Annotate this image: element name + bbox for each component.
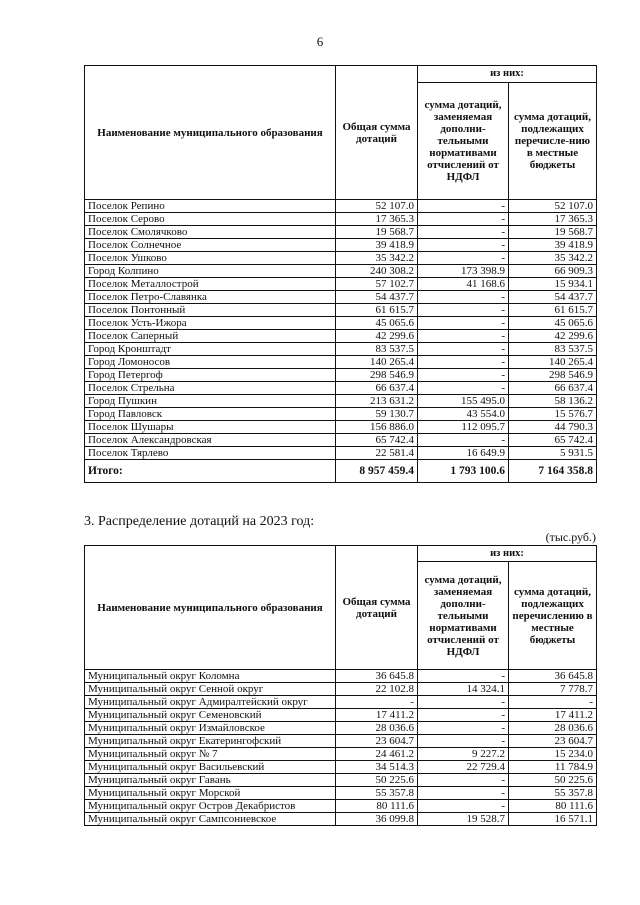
table-row bbox=[85, 226, 597, 239]
header-name: Наименование муниципального образования bbox=[85, 546, 336, 670]
cell-name: Поселок Репино bbox=[85, 200, 336, 213]
cell-replaced: 155 495.0 bbox=[418, 395, 509, 408]
cell-name: Поселок Серово bbox=[85, 213, 336, 226]
cell-name: Муниципальный округ Сампсониевское bbox=[85, 813, 336, 826]
cell-transfer: 19 568.7 bbox=[509, 226, 597, 239]
total-total: 8 957 459.4 bbox=[336, 460, 418, 483]
cell-name: Муниципальный округ Васильевский bbox=[85, 761, 336, 774]
cell-name: Поселок Ушково bbox=[85, 252, 336, 265]
cell-transfer: - bbox=[509, 696, 597, 709]
cell-name: Поселок Усть-Ижора bbox=[85, 317, 336, 330]
table-row bbox=[85, 774, 597, 787]
cell-replaced: - bbox=[418, 670, 509, 683]
table-row bbox=[85, 447, 597, 460]
cell-total: 35 342.2 bbox=[336, 252, 418, 265]
cell-name: Муниципальный округ Семеновский bbox=[85, 709, 336, 722]
cell-name: Поселок Понтонный bbox=[85, 304, 336, 317]
cell-total: 22 102.8 bbox=[336, 683, 418, 696]
table-row bbox=[85, 265, 597, 278]
cell-replaced: - bbox=[418, 304, 509, 317]
cell-transfer: 35 342.2 bbox=[509, 252, 597, 265]
cell-transfer: 39 418.9 bbox=[509, 239, 597, 252]
cell-replaced: - bbox=[418, 343, 509, 356]
cell-name: Муниципальный округ Измайловское bbox=[85, 722, 336, 735]
table-row bbox=[85, 239, 597, 252]
cell-total: 36 099.8 bbox=[336, 813, 418, 826]
cell-total: 59 130.7 bbox=[336, 408, 418, 421]
table-row bbox=[85, 291, 597, 304]
cell-name: Поселок Петро-Славянка bbox=[85, 291, 336, 304]
table-row bbox=[85, 408, 597, 421]
cell-transfer: 50 225.6 bbox=[509, 774, 597, 787]
cell-total: 42 299.6 bbox=[336, 330, 418, 343]
cell-transfer: 15 576.7 bbox=[509, 408, 597, 421]
cell-transfer: 66 909.3 bbox=[509, 265, 597, 278]
table2-body bbox=[85, 670, 597, 826]
cell-transfer: 140 265.4 bbox=[509, 356, 597, 369]
table-row bbox=[85, 813, 597, 826]
cell-name: Поселок Тярлево bbox=[85, 447, 336, 460]
cell-replaced: 41 168.6 bbox=[418, 278, 509, 291]
cell-transfer: 61 615.7 bbox=[509, 304, 597, 317]
table-row bbox=[85, 748, 597, 761]
cell-name: Город Колпино bbox=[85, 265, 336, 278]
total-row bbox=[85, 460, 597, 483]
cell-total: 140 265.4 bbox=[336, 356, 418, 369]
cell-total: 57 102.7 bbox=[336, 278, 418, 291]
cell-replaced: - bbox=[418, 291, 509, 304]
cell-name: Муниципальный округ Адмиралтейский округ bbox=[85, 696, 336, 709]
cell-transfer: 7 778.7 bbox=[509, 683, 597, 696]
cell-transfer: 45 065.6 bbox=[509, 317, 597, 330]
page-number: 6 bbox=[316, 34, 324, 49]
unit-label: (тыс.руб.) bbox=[545, 530, 596, 544]
subsidy-table-2022 bbox=[84, 65, 597, 483]
cell-transfer: 55 357.8 bbox=[509, 787, 597, 800]
table-row bbox=[85, 369, 597, 382]
table-row bbox=[85, 722, 597, 735]
cell-name: Поселок Смолячково bbox=[85, 226, 336, 239]
cell-total: 36 645.8 bbox=[336, 670, 418, 683]
cell-replaced: - bbox=[418, 382, 509, 395]
table-row bbox=[85, 317, 597, 330]
cell-name: Муниципальный округ Коломна bbox=[85, 670, 336, 683]
table-row bbox=[85, 330, 597, 343]
cell-transfer: 52 107.0 bbox=[509, 200, 597, 213]
cell-transfer: 11 784.9 bbox=[509, 761, 597, 774]
cell-transfer: 66 637.4 bbox=[509, 382, 597, 395]
cell-transfer: 298 546.9 bbox=[509, 369, 597, 382]
cell-name: Муниципальный округ № 7 bbox=[85, 748, 336, 761]
total-transfer: 7 164 358.8 bbox=[509, 460, 597, 483]
cell-replaced: - bbox=[418, 317, 509, 330]
cell-total: 65 742.4 bbox=[336, 434, 418, 447]
cell-transfer: 28 036.6 bbox=[509, 722, 597, 735]
cell-transfer: 23 604.7 bbox=[509, 735, 597, 748]
table-row bbox=[85, 356, 597, 369]
total-name: Итого: bbox=[85, 460, 336, 483]
cell-replaced: - bbox=[418, 369, 509, 382]
cell-total: 213 631.2 bbox=[336, 395, 418, 408]
cell-transfer: 16 571.1 bbox=[509, 813, 597, 826]
cell-total: 240 308.2 bbox=[336, 265, 418, 278]
cell-total: 19 568.7 bbox=[336, 226, 418, 239]
cell-name: Поселок Шушары bbox=[85, 421, 336, 434]
subsidy-table-2023 bbox=[84, 545, 597, 826]
cell-total: 34 514.3 bbox=[336, 761, 418, 774]
cell-replaced: - bbox=[418, 800, 509, 813]
table-row bbox=[85, 278, 597, 291]
cell-name: Поселок Солнечное bbox=[85, 239, 336, 252]
table-row bbox=[85, 382, 597, 395]
cell-replaced: 16 649.9 bbox=[418, 447, 509, 460]
cell-replaced: - bbox=[418, 434, 509, 447]
cell-total: 298 546.9 bbox=[336, 369, 418, 382]
cell-total: 66 637.4 bbox=[336, 382, 418, 395]
header-total: Общая сумма дотаций bbox=[336, 546, 418, 670]
table-row bbox=[85, 709, 597, 722]
table-row bbox=[85, 213, 597, 226]
cell-name: Поселок Стрельна bbox=[85, 382, 336, 395]
cell-total: 55 357.8 bbox=[336, 787, 418, 800]
cell-replaced: - bbox=[418, 213, 509, 226]
table-row bbox=[85, 735, 597, 748]
cell-transfer: 15 234.0 bbox=[509, 748, 597, 761]
cell-total: - bbox=[336, 696, 418, 709]
cell-total: 28 036.6 bbox=[336, 722, 418, 735]
cell-replaced: - bbox=[418, 330, 509, 343]
cell-replaced: - bbox=[418, 774, 509, 787]
table-row bbox=[85, 434, 597, 447]
header-of-which: из них: bbox=[418, 66, 597, 83]
cell-transfer: 42 299.6 bbox=[509, 330, 597, 343]
cell-replaced: 112 095.7 bbox=[418, 421, 509, 434]
header-name: Наименование муниципального образования bbox=[85, 66, 336, 200]
cell-transfer: 65 742.4 bbox=[509, 434, 597, 447]
cell-transfer: 58 136.2 bbox=[509, 395, 597, 408]
table-row bbox=[85, 761, 597, 774]
table-row bbox=[85, 395, 597, 408]
table-row bbox=[85, 683, 597, 696]
header-transfer: сумма дотаций, подлежащих перечислению в местные бюджеты bbox=[509, 562, 597, 670]
cell-replaced: 22 729.4 bbox=[418, 761, 509, 774]
table-row bbox=[85, 200, 597, 213]
cell-replaced: 9 227.2 bbox=[418, 748, 509, 761]
cell-total: 17 411.2 bbox=[336, 709, 418, 722]
cell-total: 54 437.7 bbox=[336, 291, 418, 304]
total-replaced: 1 793 100.6 bbox=[418, 460, 509, 483]
cell-total: 61 615.7 bbox=[336, 304, 418, 317]
header-replaced: сумма дотаций, заменяемая дополни-тельными нормативами отчислений от НДФЛ bbox=[418, 562, 509, 670]
cell-total: 39 418.9 bbox=[336, 239, 418, 252]
cell-total: 22 581.4 bbox=[336, 447, 418, 460]
cell-name: Поселок Александровская bbox=[85, 434, 336, 447]
cell-name: Муниципальный округ Сенной округ bbox=[85, 683, 336, 696]
cell-name: Город Петергоф bbox=[85, 369, 336, 382]
cell-replaced: - bbox=[418, 696, 509, 709]
cell-transfer: 17 365.3 bbox=[509, 213, 597, 226]
cell-transfer: 15 934.1 bbox=[509, 278, 597, 291]
cell-replaced: - bbox=[418, 722, 509, 735]
cell-replaced: - bbox=[418, 356, 509, 369]
cell-total: 24 461.2 bbox=[336, 748, 418, 761]
header-transfer: сумма дотаций, подлежащих перечисле-нию в местные бюджеты bbox=[509, 83, 597, 200]
table-row bbox=[85, 304, 597, 317]
cell-name: Муниципальный округ Остров Декабристов bbox=[85, 800, 336, 813]
table-row bbox=[85, 421, 597, 434]
cell-replaced: - bbox=[418, 226, 509, 239]
table-row bbox=[85, 670, 597, 683]
section-3-title: 3. Распределение дотаций на 2023 год: bbox=[84, 514, 315, 529]
cell-replaced: - bbox=[418, 200, 509, 213]
header-replaced: сумма дотаций, заменяемая дополни-тельными нормативами отчислений от НДФЛ bbox=[418, 83, 509, 200]
table-row bbox=[85, 696, 597, 709]
table-row bbox=[85, 343, 597, 356]
cell-total: 50 225.6 bbox=[336, 774, 418, 787]
cell-transfer: 80 111.6 bbox=[509, 800, 597, 813]
cell-replaced: 14 324.1 bbox=[418, 683, 509, 696]
cell-total: 83 537.5 bbox=[336, 343, 418, 356]
cell-total: 156 886.0 bbox=[336, 421, 418, 434]
cell-replaced: - bbox=[418, 787, 509, 800]
cell-replaced: - bbox=[418, 252, 509, 265]
cell-name: Город Пушкин bbox=[85, 395, 336, 408]
cell-total: 23 604.7 bbox=[336, 735, 418, 748]
cell-name: Муниципальный округ Гавань bbox=[85, 774, 336, 787]
table1-body bbox=[85, 200, 597, 483]
cell-replaced: 43 554.0 bbox=[418, 408, 509, 421]
cell-replaced: 173 398.9 bbox=[418, 265, 509, 278]
cell-name: Поселок Саперный bbox=[85, 330, 336, 343]
cell-transfer: 5 931.5 bbox=[509, 447, 597, 460]
cell-name: Поселок Металлострой bbox=[85, 278, 336, 291]
cell-total: 52 107.0 bbox=[336, 200, 418, 213]
cell-total: 45 065.6 bbox=[336, 317, 418, 330]
cell-transfer: 17 411.2 bbox=[509, 709, 597, 722]
cell-replaced: - bbox=[418, 709, 509, 722]
cell-transfer: 83 537.5 bbox=[509, 343, 597, 356]
cell-replaced: - bbox=[418, 239, 509, 252]
cell-total: 80 111.6 bbox=[336, 800, 418, 813]
cell-name: Город Кронштадт bbox=[85, 343, 336, 356]
cell-transfer: 44 790.3 bbox=[509, 421, 597, 434]
table-row bbox=[85, 252, 597, 265]
cell-name: Город Павловск bbox=[85, 408, 336, 421]
cell-name: Муниципальный округ Морской bbox=[85, 787, 336, 800]
cell-total: 17 365.3 bbox=[336, 213, 418, 226]
header-total: Общая сумма дотаций bbox=[336, 66, 418, 200]
cell-transfer: 36 645.8 bbox=[509, 670, 597, 683]
cell-replaced: 19 528.7 bbox=[418, 813, 509, 826]
cell-name: Город Ломоносов bbox=[85, 356, 336, 369]
table-row bbox=[85, 800, 597, 813]
cell-name: Муниципальный округ Екатерингофский bbox=[85, 735, 336, 748]
header-of-which: из них: bbox=[418, 546, 597, 562]
cell-transfer: 54 437.7 bbox=[509, 291, 597, 304]
cell-replaced: - bbox=[418, 735, 509, 748]
table-row bbox=[85, 787, 597, 800]
